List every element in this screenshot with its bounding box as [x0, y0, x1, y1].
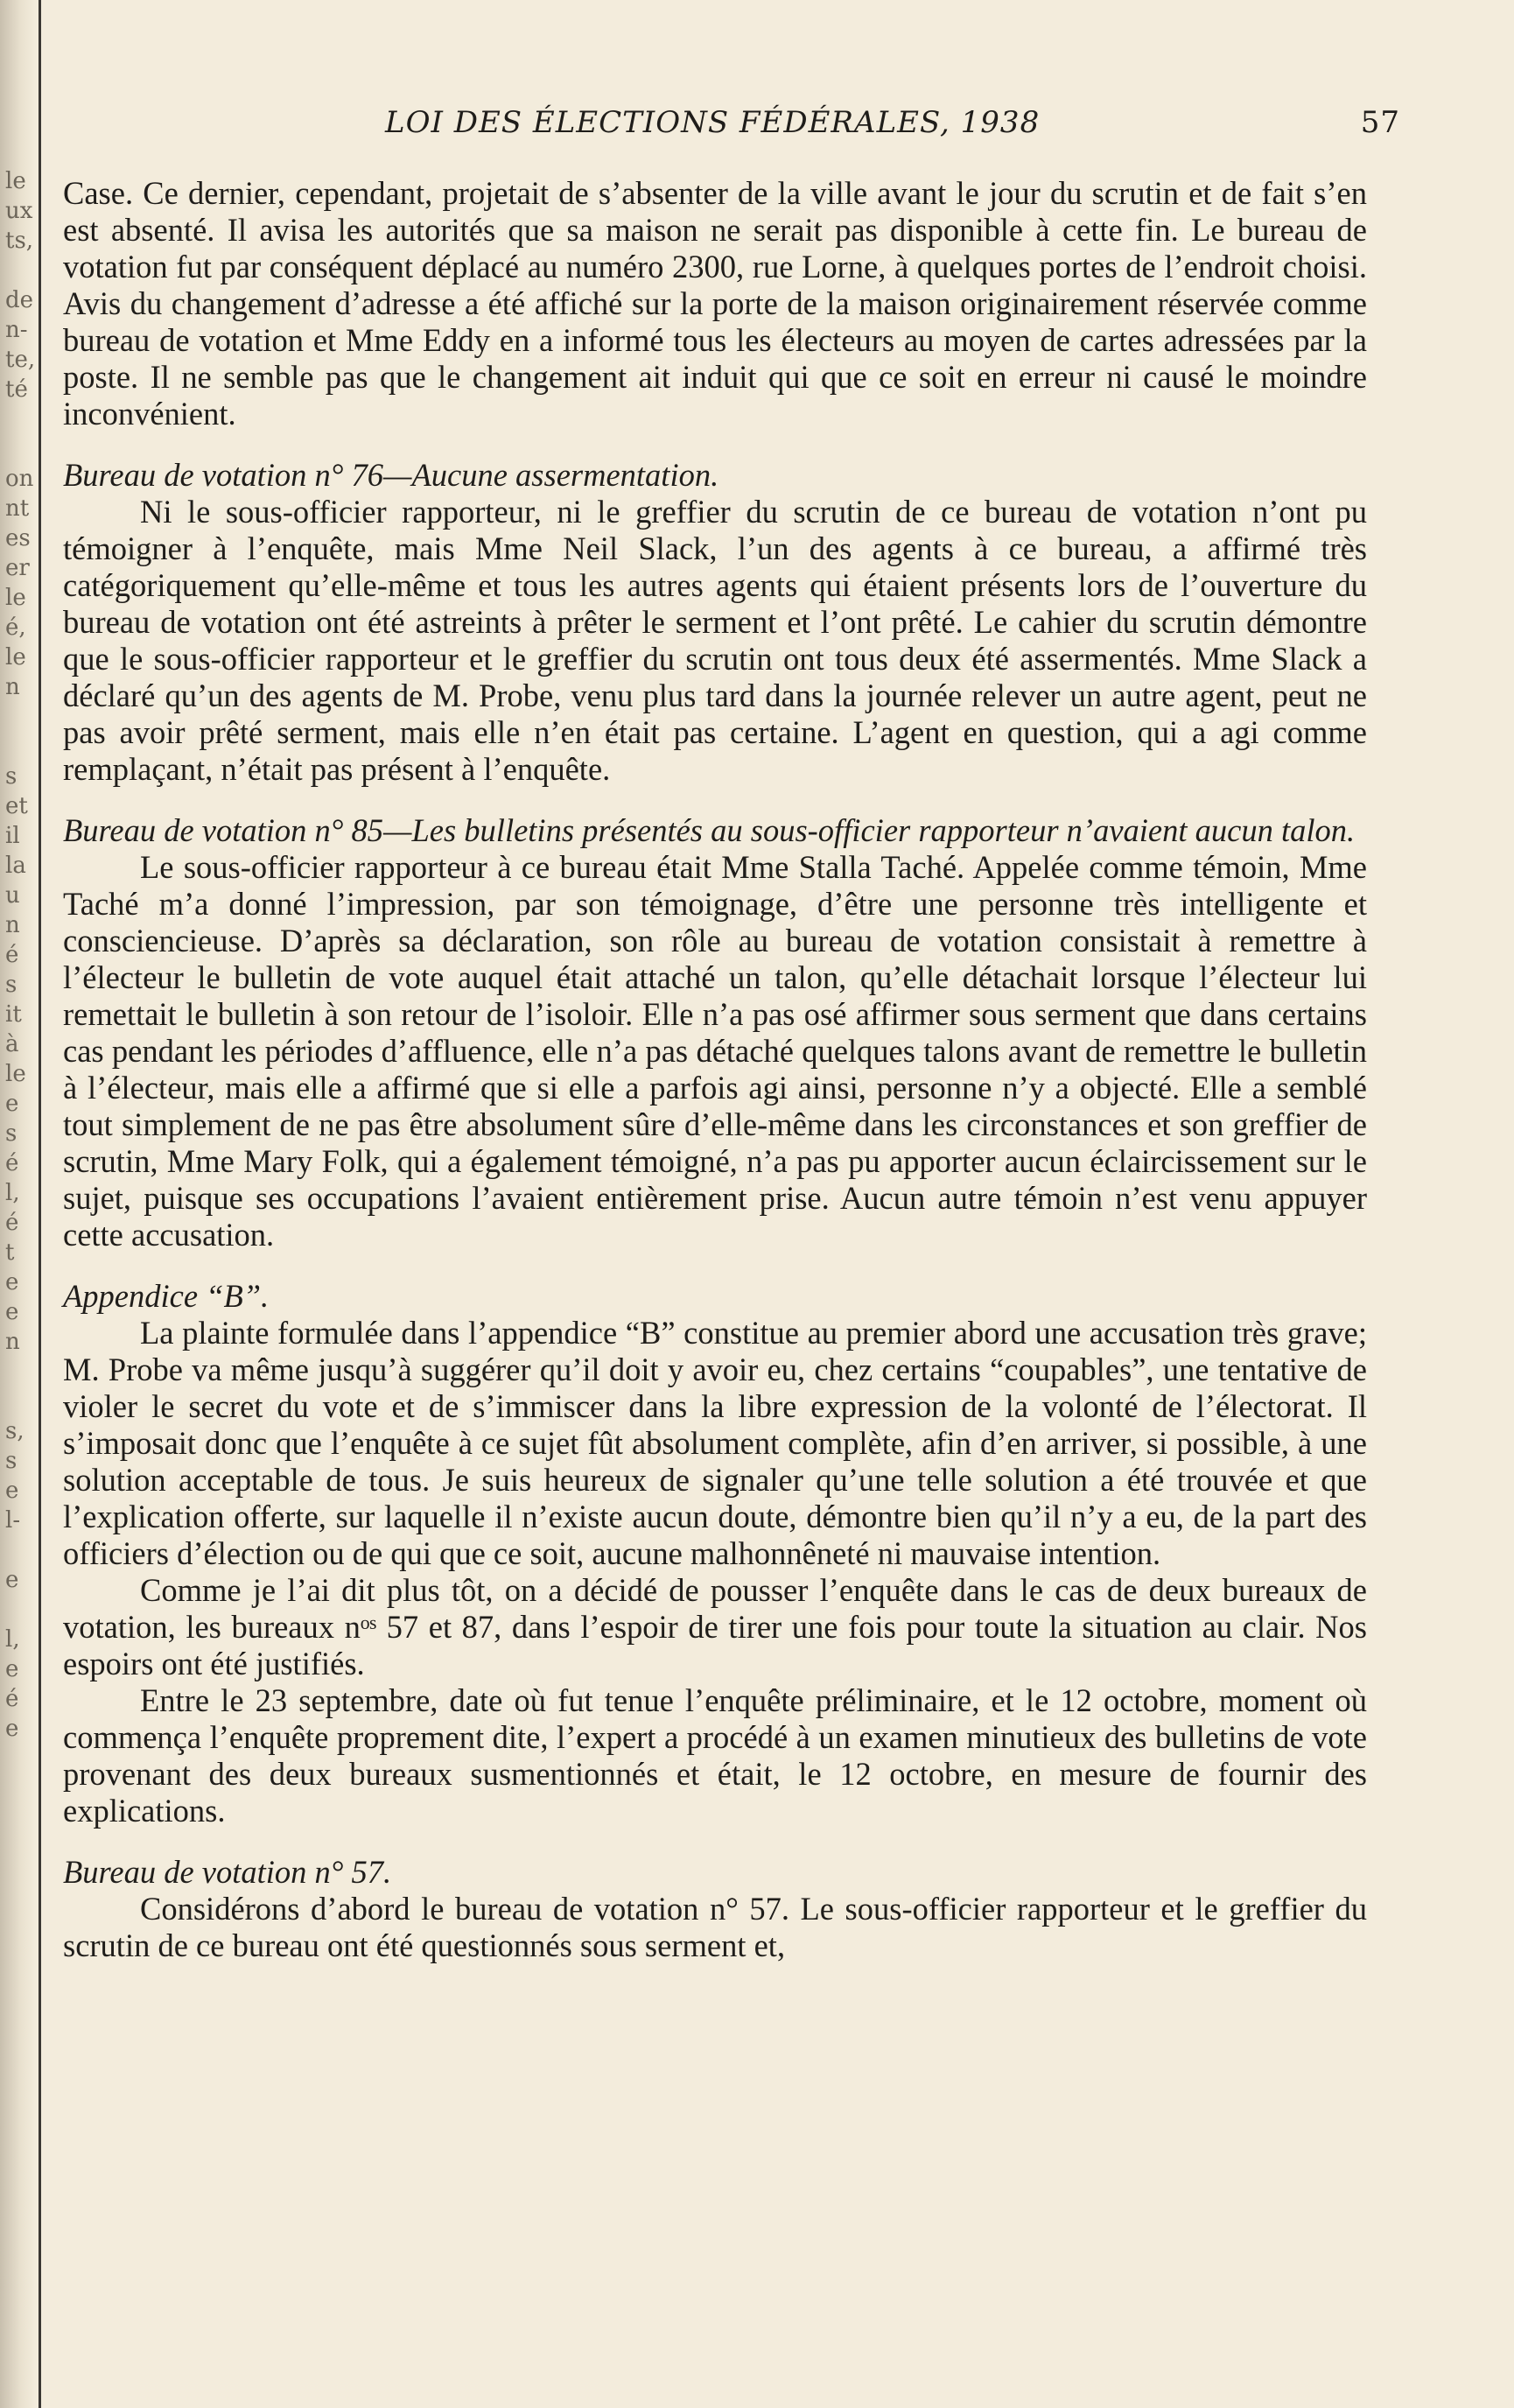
margin-fragment: on	[5, 466, 34, 492]
margin-fragment: t	[5, 1239, 15, 1266]
margin-fragment	[5, 702, 32, 732]
margin-fragment: s	[5, 763, 18, 790]
page-body	[63, 175, 1367, 1964]
margin-fragment: le	[5, 644, 26, 670]
margin-fragment: it	[5, 1001, 22, 1028]
margin-fragment: e	[5, 1567, 19, 1593]
margin-fragment: n	[5, 1329, 20, 1355]
section-heading: Appendice “B”.	[63, 1278, 270, 1314]
margin-fragment: s	[5, 972, 18, 998]
margin-fragment: et	[5, 793, 28, 819]
margin-fragment: é	[5, 1210, 19, 1236]
section-heading: Bureau de votation n° 85—Les bulletins présentés au sous-officier rapporteur n’avaient aucun talon.	[63, 812, 1356, 848]
margin-fragment: e	[5, 1299, 19, 1325]
margin-fragment: ts,	[5, 228, 34, 254]
paragraph: La plainte formulée dans l’appendice “B” constitue au premier abord une accusation très grave; M. Probe va même jusqu’à suggérer qu’il doit y avoir eu, chez certains “coupables”, une tentative de violer le secret du vote et de s’immiscer dans la libre expression de la volonté de l’électorat. Il s’imposait donc que l’enquête à ce sujet fût absolument complète, afin d’en arriver, si possible, à une solution acceptable de tous. Je suis heureux de signaler qu’une telle solution a été trouvée et que l’explication offerte, sur laquelle il n’existe aucun doute, démontre bien qu’il n’y a eu, de la part des officiers d’élection ou de qui que ce soit, aucune malhonnêneté ni mauvaise intention.	[63, 1315, 1367, 1571]
paragraph: Entre le 23 septembre, date où fut tenue l’enquête préliminaire, et le 12 octobre, moment où commença l’enquête proprement dite, l’expert a procédé à un examen minutieux des bulletins de vote provenant des deux bureaux susmentionnés et était, le 12 octobre, en mesure de fournir des explications.	[63, 1682, 1367, 1829]
section-heading: Bureau de votation n° 76—Aucune assermentation.	[63, 457, 719, 493]
margin-fragment: la	[5, 853, 26, 879]
margin-fragment: e	[5, 1716, 19, 1742]
margin-fragment: il	[5, 823, 20, 849]
page-number: 57	[1360, 105, 1400, 140]
paragraph: Considérons d’abord le bureau de votation n° 57. Le sous-officier rapporteur et le greffier du scrutin de ce bureau ont été questionnés sous serment et,	[63, 1891, 1367, 1963]
margin-fragment: s,	[5, 1418, 25, 1444]
margin-fragment: te,	[5, 347, 36, 373]
margin-fragment: l,	[5, 1626, 20, 1653]
margin-fragment	[5, 1535, 32, 1565]
binding-gutter-line	[39, 0, 41, 2408]
margin-fragment: u	[5, 882, 20, 909]
margin-fragment: le	[5, 168, 26, 194]
margin-fragment: nt	[5, 495, 30, 522]
paragraph: Ni le sous-officier rapporteur, ni le greffier du scrutin de ce bureau de votation n’ont pu témoigner à l’enquête, mais Mme Neil Slack, l’un des agents à ce bureau, a affirmé très catégoriquement qu’elle-même et tous les autres agents qui étaient présents lors de l’ouverture du bureau de votation ont été astreints à prêter le serment et l’ont prêté. Le cahier du scrutin démontre que le sous-officier rapporteur et le greffier du scrutin ont tous deux été assermentés. Mme Slack a déclaré qu’un des agents de M. Probe, venu plus tard dans la journée relever un autre agent, peut ne pas avoir prêté serment, mais elle n’en était pas certaine. L’agent en question, qui a agi comme remplaçant, n’était pas présent à l’enquête.	[63, 494, 1367, 787]
margin-fragment	[5, 1357, 32, 1387]
paragraph: Le sous-officier rapporteur à ce bureau était Mme Stalla Taché. Appelée comme témoin, Mme Taché m’a donné l’impression, par son témoignage, d’être une personne très intelligente et consciencieuse. D’après sa déclaration, son rôle au bureau de votation consistait à remettre à l’électeur le bulletin de vote auquel était attaché un talon, qu’elle détachait lorsque l’électeur lui remettait le bulletin à son retour de l’isoloir. Elle n’a pas osé affirmer sous serment que dans certains cas pendant les périodes d’affluence, elle n’a pas détaché quelques talons avant de remettre le bulletin à l’électeur, mais elle a affirmé que si elle a parfois agi ainsi, personne n’y a objecté. Elle a semblé tout simplement de ne pas être absolument sûre d’elle-même dans les circonstances et son greffier de scrutin, Mme Mary Folk, qui a également témoigné, n’a pas pu apporter aucun éclaircissement sur le sujet, puisque ses occupations l’avaient entièrement prise. Aucun autre témoin n’est venu appuyer cette accusation.	[63, 849, 1367, 1253]
running-title: LOI DES ÉLECTIONS FÉDÉRALES, 1938	[385, 105, 1041, 140]
margin-fragment: n-	[5, 317, 28, 343]
margin-fragment: er	[5, 555, 30, 581]
margin-fragment	[5, 1387, 32, 1416]
paragraph: Case. Ce dernier, cependant, projetait de s’absenter de la ville avant le jour du scrutin et de fait s’en est absenté. Il avisa les autorités que sa maison ne serait pas disponible à cette fin. Le bureau de votation fut par conséquent déplacé au numéro 2300, rue Lorne, à quelques portes de l’endroit choisi. Avis du changement d’adresse a été affiché sur la porte de la maison originairement réservée comme bureau de votation et Mme Eddy en a informé tous les électeurs au moyen de cartes adressées par la poste. Il ne semble pas que le changement ait induit qui que ce soit en erreur ni causé le moindre inconvénient.	[63, 175, 1367, 432]
margin-fragment: e	[5, 1656, 19, 1682]
paragraph: Comme je l’ai dit plus tôt, on a décidé de pousser l’enquête dans le cas de deux bureaux de votation, les bureaux nᵒˢ 57 et 87, dans l’espoir de tirer une fois pour toute la situation au clair. Nos espoirs ont été justifiés.	[63, 1572, 1367, 1681]
running-header	[385, 105, 1400, 158]
margin-fragment: de	[5, 287, 34, 313]
margin-fragment: té	[5, 376, 28, 403]
margin-fragment	[5, 404, 32, 434]
margin-fragment	[5, 1595, 32, 1625]
section-heading: Bureau de votation n° 57.	[63, 1854, 392, 1890]
margin-fragment: e	[5, 1269, 19, 1295]
margin-fragment: e	[5, 1478, 19, 1504]
margin-fragment: n	[5, 912, 20, 938]
margin-fragment: é	[5, 942, 19, 968]
margin-fragment: s	[5, 1448, 18, 1474]
margin-fragment: le	[5, 1061, 26, 1087]
margin-fragment: ux	[5, 198, 33, 224]
margin-fragment: n	[5, 674, 20, 700]
margin-fragment: l,	[5, 1180, 20, 1206]
margin-fragment: l-	[5, 1507, 21, 1534]
margin-fragment: s	[5, 1120, 18, 1147]
margin-fragment	[5, 434, 32, 464]
facing-page-fragments	[5, 166, 36, 1744]
margin-fragment: é	[5, 1686, 19, 1712]
margin-fragment: es	[5, 525, 31, 551]
margin-fragment: é,	[5, 614, 26, 641]
margin-fragment: é	[5, 1150, 19, 1176]
margin-fragment: le	[5, 585, 26, 611]
margin-fragment	[5, 732, 32, 762]
margin-fragment	[5, 256, 32, 285]
margin-fragment: à	[5, 1031, 19, 1057]
margin-fragment: e	[5, 1091, 19, 1117]
